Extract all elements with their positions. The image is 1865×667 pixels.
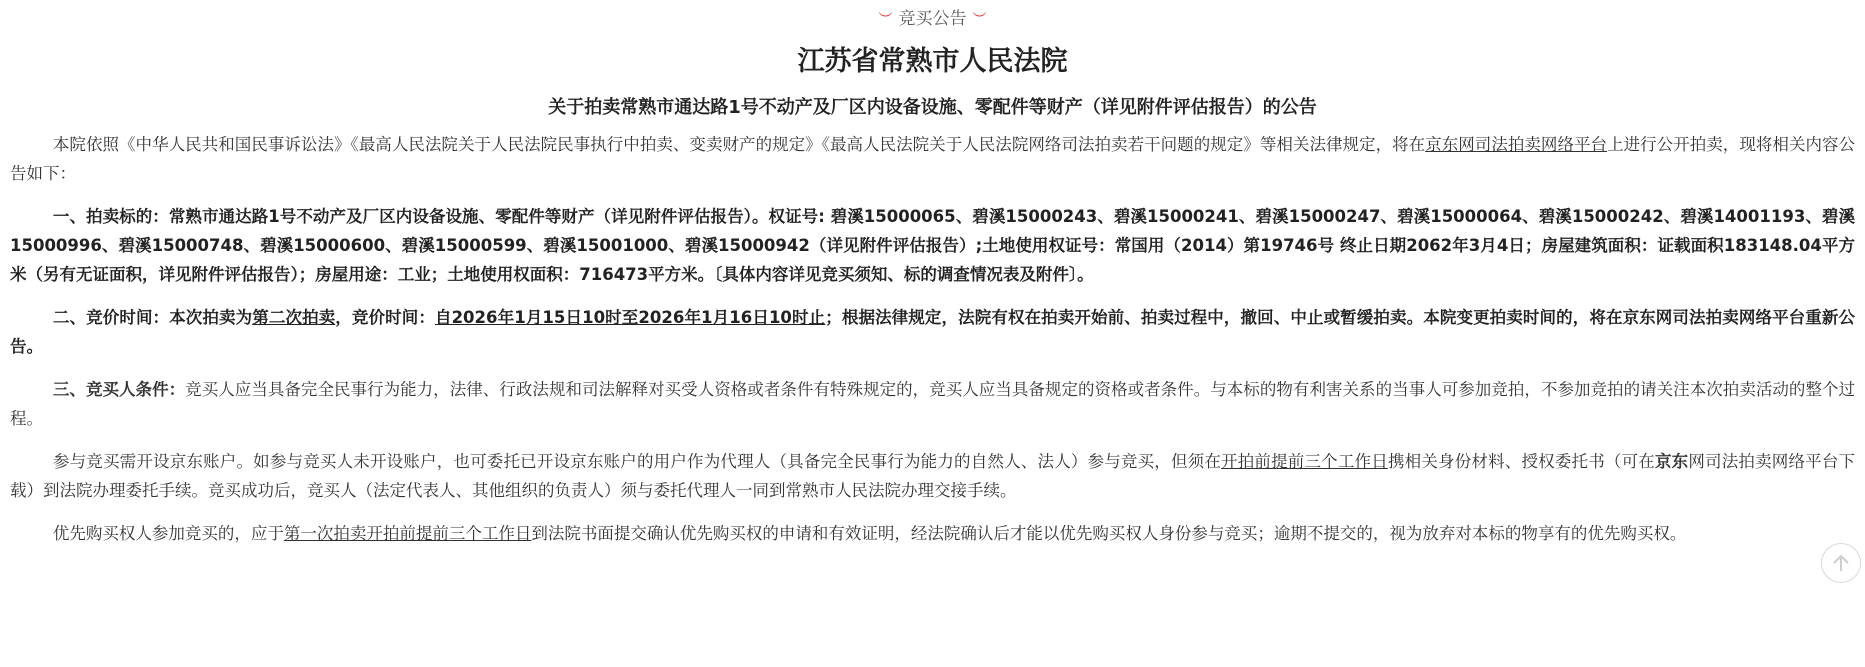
bidding-time-range: 自2026年1月15日10时至2026年1月16日10时止 (434, 308, 826, 327)
announcement-title: 关于拍卖常熟市通达路1号不动产及厂区内设备设施、零配件等财产（详见附件评估报告）的公告 (548, 97, 1317, 118)
platform-link-rest[interactable]: 台 (1590, 135, 1608, 154)
court-name: 江苏省常熟市人民法院 (797, 46, 1068, 77)
tab-label: 竞买公告 (898, 9, 967, 29)
arrow-up-icon (1830, 552, 1852, 574)
priority-paragraph: 优先购买权人参加竞买的，应于第一次拍卖开拍前提前三个工作日到法院书面提交确认优先购买权的申请和有效证明，经法院确认后才能以优先购买权人身份参与竞买；逾期不提交的，视为放弃对本标的物享有的优先购买权。 (52, 524, 1687, 543)
announcement-tab[interactable] (10, 0, 1855, 36)
tab-left-mark-icon: ︶ (878, 12, 893, 28)
announcement-content (10, 0, 1855, 548)
auction-round: 第二次拍卖 (252, 308, 336, 327)
account-paragraph: 参与竞买需开设京东账户。如参与竞买人未开设账户，也可委托已开设京东账户的用户作为代理人（具备完全民事行为能力的自然人、法人）参与竞买，但须在开拍前提前三个工作日携相关身份材料、授权委托书（可在京东网司法拍卖网络平台下载）到法院办理委托手续。竞买成功后，竞买人（法定代表人、其他组织的负责人）须与委托代理人一同到常熟市人民法院办理交接手续。 (10, 452, 1856, 500)
agent-deadline: 开拍前提前三个工作日 (1221, 452, 1388, 471)
intro-paragraph: 本院依照《中华人民共和国民事诉讼法》《最高人民法院关于人民法院民事执行中拍卖、变卖财产的规定》《最高人民法院关于人民法院网络司法拍卖若干问题的规定》等相关法律规定，将在京东网司法拍卖网络平台上进行公开拍卖，现将相关内容公告如下： (10, 135, 1856, 183)
bidder-conditions-label: 三、竞买人条件： (52, 380, 186, 399)
back-to-top-button[interactable] (1821, 543, 1861, 583)
priority-deadline: 第一次拍卖开拍前提前三个工作日 (283, 524, 532, 543)
section-bidding-time: 二、竞价时间：本次拍卖为第二次拍卖，竞价时间：自2026年1月15日10时至2026年1月16日10时止；根据法律规定，法院有权在拍卖开始前、拍卖过程中，撤回、中止或暂缓拍卖。本院变更拍卖时间的，将在京东网司法拍卖网络平台重新公告。 (10, 308, 1856, 356)
tab-right-mark-icon: ︶ (972, 12, 987, 28)
jd-brand: 京东 (1654, 452, 1689, 471)
platform-link[interactable]: 京东网司法拍卖网络平 (1425, 135, 1591, 154)
section-bidder-conditions: 三、竞买人条件：竞买人应当具备完全民事行为能力，法律、行政法规和司法解释对买受人资格或者条件有特殊规定的，竞买人应当具备规定的资格或者条件。与本标的物有利害关系的当事人可参加竞拍，不参加竞拍的请关注本次拍卖活动的整个过程。 (10, 380, 1856, 428)
section-subject: 一、拍卖标的：常熟市通达路1号不动产及厂区内设备设施、零配件等财产（详见附件评估报告）。权证号: 碧溪15000065、碧溪15000243、碧溪15000241、碧溪15000247、碧溪15000064、碧溪15000242、碧溪14001193、碧溪15000996、碧溪15000748、碧溪15000600、碧溪15000599、碧溪15001000、碧溪15000942（详见附件评估报告）;土地使用权证号：常国用（2014）第19746号 终止日期2062年3月4日；房屋建筑面积：证载面积183148.04平方米（另有无证面积，详见附件评估报告）；房屋用途：工业；土地使用权面积：716473平方米。〔具体内容详见竞买须知、标的调查情况表及附件〕。 (10, 207, 1855, 284)
